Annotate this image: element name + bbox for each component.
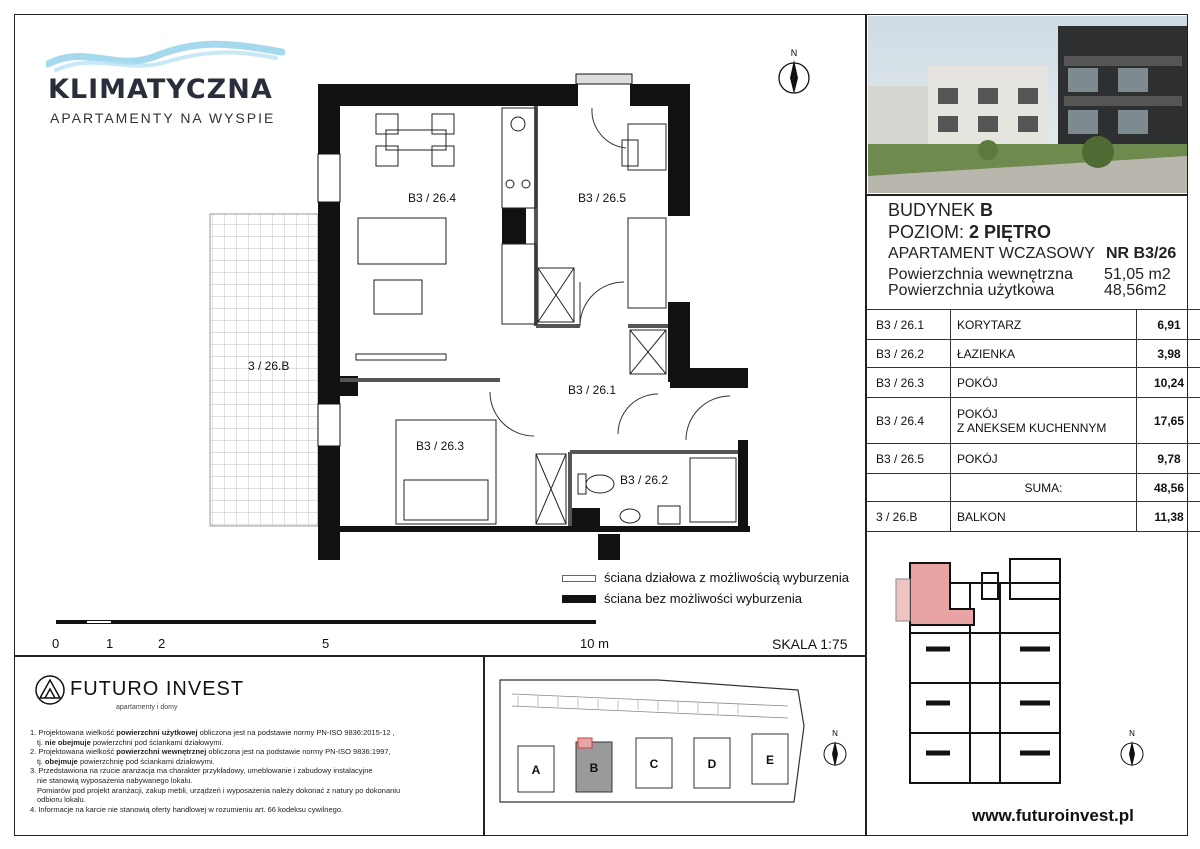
room-label-balcony: 3 / 26.B	[248, 359, 290, 373]
room-label-26-2: B3 / 26.2	[620, 473, 669, 487]
scale-bar	[56, 620, 596, 624]
row-name: ŁAZIENKA	[951, 340, 1137, 368]
legend-bearing-swatch	[562, 595, 596, 603]
site-compass-north: N	[832, 729, 838, 738]
room-label-26-3: B3 / 26.3	[416, 439, 465, 453]
row-value: 3,98	[1137, 340, 1200, 368]
key-plan-compass-icon	[1117, 728, 1147, 772]
apartment-highlight	[910, 563, 974, 625]
table-row	[866, 398, 1200, 444]
level-label: POZIOM:	[888, 222, 964, 242]
row-value: 6,91	[1137, 310, 1200, 340]
note-3c: Pomiarów pod projekt aranżacji, zakup mebli, urządzeń i wyposażenia należy dokonać z natury po dokonaniu	[37, 785, 401, 795]
legend-partition-text: ściana działowa z możliwością wyburzenia	[604, 570, 849, 585]
right-info-divider	[866, 194, 1188, 196]
row-name: POKÓJ	[951, 444, 1137, 474]
site-highlight	[578, 738, 592, 748]
note-4: 4. Informacje na karcie nie stanowią oferty handlowej w rozumieniu art. 66 kodeksu cywilnego.	[30, 804, 344, 814]
inner-area-value: 51,05 m2	[1104, 266, 1171, 283]
site-label-d: D	[707, 757, 717, 771]
building-label: BUDYNEK	[888, 200, 976, 220]
row-name-line1: POKÓJ	[957, 406, 998, 421]
site-label-e: E	[765, 753, 775, 767]
row-code: B3 / 26.2	[866, 340, 951, 368]
key-plan-compass-north: N	[1129, 729, 1135, 738]
table-row	[866, 340, 1200, 368]
futuro-logo-icon	[34, 674, 66, 706]
company-tagline: apartamenty i domy	[116, 704, 178, 711]
site-label-b: B	[589, 761, 599, 775]
table-row	[866, 444, 1200, 474]
note-3b: nie stanowią wyposażenia nabywanego lokalu.	[37, 775, 193, 785]
scale-tick-1: 1	[106, 636, 114, 651]
row-code: B3 / 26.3	[866, 368, 951, 398]
row-name-line2: Z ANEKSEM KUCHENNYM	[957, 420, 1107, 435]
level-line	[888, 222, 1051, 243]
scale-tick-5: 5	[322, 636, 330, 651]
brand-subtitle: APARTAMENTY NA WYSPIE	[50, 110, 276, 126]
legend-bearing-text: ściana bez możliwości wyburzenia	[604, 591, 802, 606]
row-code: B3 / 26.4	[866, 398, 951, 444]
table-row	[866, 310, 1200, 340]
row-value: 17,65	[1137, 398, 1200, 444]
sum-value: 48,56	[1137, 474, 1200, 502]
row-name: KORYTARZ	[951, 310, 1137, 340]
usable-area-label: Powierzchnia użytkowa	[888, 282, 1055, 299]
sum-label: SUMA:	[951, 474, 1137, 502]
note-2-cont: tj. obejmuje powierzchnię pod ściankami działowymi.	[37, 756, 215, 766]
apartment-value: NR B3/26	[1106, 245, 1177, 262]
company-name: FUTURO INVEST	[70, 678, 245, 700]
balcony-code: 3 / 26.B	[866, 502, 951, 532]
note-3d: odbioru lokalu.	[37, 795, 86, 805]
site-label-c: C	[649, 757, 659, 771]
scale-tick-2: 2	[158, 636, 166, 651]
scale-tick-10: 10 m	[580, 636, 609, 651]
brand-title: KLIMATYCZNA	[48, 74, 273, 105]
bottom-divider	[14, 655, 866, 657]
row-code: B3 / 26.1	[866, 310, 951, 340]
legal-notes	[30, 728, 470, 814]
balcony-name: BALKON	[951, 502, 1137, 532]
row-name: POKÓJ	[951, 368, 1137, 398]
areas-table	[866, 309, 1200, 532]
inner-area-label: Powierzchnia wewnętrzna	[888, 266, 1073, 283]
table-row	[866, 368, 1200, 398]
legend-partition-swatch	[562, 575, 596, 582]
site-compass-icon	[820, 728, 850, 772]
note-1: 1. Projektowana wielkość powierzchni użytkowej obliczona jest na podstawie normy PN-ISO 9836:2015-12 ,	[30, 728, 395, 737]
building-photo	[868, 16, 1187, 193]
room-label-26-1: B3 / 26.1	[568, 383, 617, 397]
bottom-mid-divider	[483, 655, 485, 836]
sum-row	[866, 474, 1200, 502]
row-value: 10,24	[1137, 368, 1200, 398]
compass-north-label: N	[790, 48, 798, 58]
floor-plan	[200, 68, 760, 568]
key-floor-plan	[890, 553, 1080, 793]
usable-area-value: 48,56m2	[1104, 282, 1167, 299]
north-compass-icon	[775, 48, 813, 100]
level-value: 2 PIĘTRO	[969, 222, 1052, 242]
scale-tick-0: 0	[52, 636, 60, 651]
balcony-row	[866, 502, 1200, 532]
site-map	[498, 676, 808, 806]
row-code: B3 / 26.5	[866, 444, 951, 474]
building-line	[888, 200, 993, 221]
note-2: 2. Projektowana wielkość powierzchni wewnętrznej obliczona jest na podstawie normy PN-ISO 9836:1997,	[30, 747, 391, 757]
apartment-label: APARTAMENT WCZASOWY	[888, 245, 1095, 262]
site-label-a: A	[531, 763, 541, 777]
website-link[interactable]: www.futuroinvest.pl	[972, 806, 1134, 825]
room-label-26-4: B3 / 26.4	[408, 191, 457, 205]
scale-bar-segment	[86, 620, 112, 624]
note-1-cont: tj. nie obejmuje powierzchni pod ściankami działowymi.	[37, 737, 224, 747]
building-value: B	[980, 200, 994, 220]
balcony-value: 11,38	[1137, 502, 1200, 532]
row-value: 9,78	[1137, 444, 1200, 474]
room-label-26-5: B3 / 26.5	[578, 191, 627, 205]
note-3: 3. Przedstawiona na rzucie aranżacja ma charakter przykładowy, umeblowanie i zabudowy instalacyjne	[30, 766, 373, 776]
row-name	[951, 398, 1137, 444]
scale-ratio: SKALA 1:75	[772, 636, 848, 652]
